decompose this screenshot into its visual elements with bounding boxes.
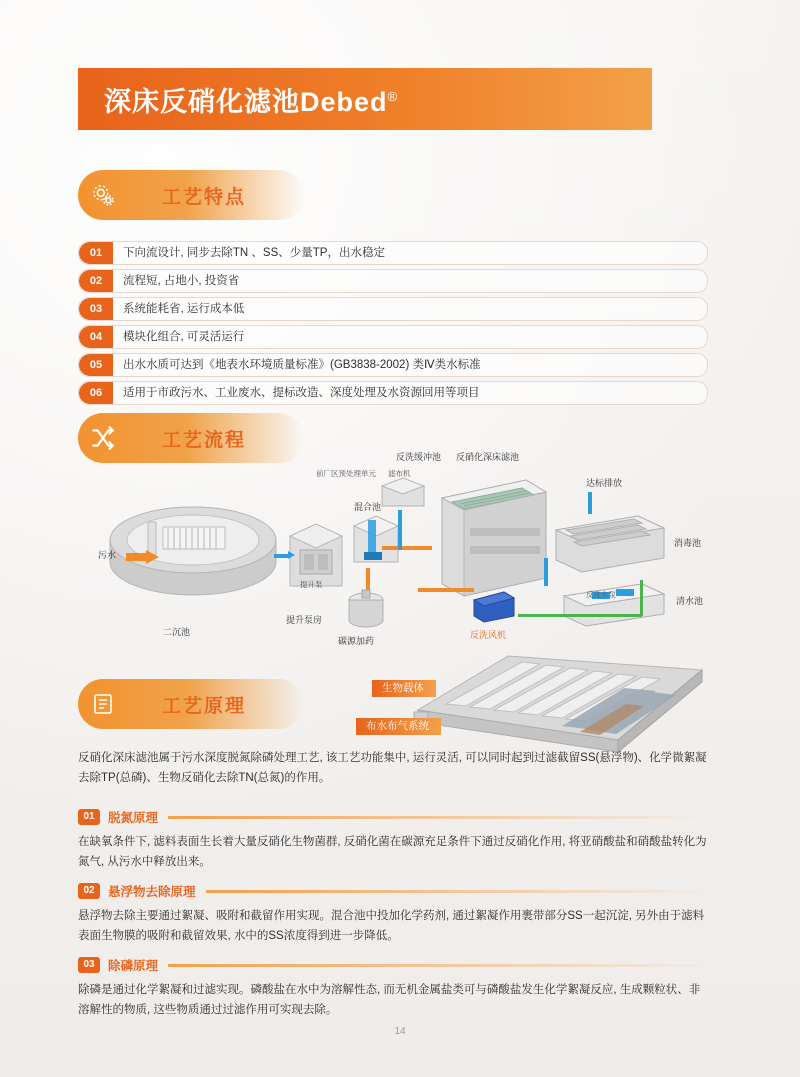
principle-text: 在缺氧条件下, 滤料表面生长着大量反硝化生物菌群, 反硝化菌在碳源充足条件下通过反硝化作用, 将亚硝酸盐和硝酸盐转化为氮气, 从污水中释放出来。 [78, 836, 707, 868]
feature-number: 02 [79, 270, 113, 292]
feature-text: 适用于市政污水、工业废水、提标改造、深度处理及水资源回用等项目 [123, 387, 480, 399]
feature-text: 系统能耗省, 运行成本低 [123, 303, 245, 315]
pipe-air-line [518, 614, 642, 617]
principle-number: 02 [78, 883, 100, 899]
principle-subheading [78, 882, 708, 900]
disinfection-tank-graphic [550, 510, 670, 576]
pipe-vertical [398, 510, 402, 550]
principle-title: 除磷原理 [108, 959, 159, 973]
feature-item [78, 381, 708, 405]
page-title [78, 80, 398, 119]
principle-title: 脱氮原理 [108, 811, 159, 825]
influent-arrow-icon [146, 550, 159, 564]
label-secondary-tank: 二沉池 [163, 627, 191, 637]
feature-item [78, 353, 708, 377]
section-label-principle: 工艺原理 [162, 695, 247, 717]
principle-number: 01 [78, 809, 100, 825]
feature-text: 下向流设计, 同步去除TN 、SS、少量TP，出水稳定 [123, 247, 385, 259]
label-influent: 污水 [98, 550, 117, 560]
clear-water-tank-graphic [558, 578, 670, 628]
feature-item [78, 269, 708, 293]
influent-pipe [126, 553, 148, 561]
principle-subheading [78, 956, 708, 974]
pipe-mix-to-filter [382, 546, 432, 550]
principle-bar [168, 964, 708, 967]
label-carbon-dosing: 碳源加药 [338, 636, 375, 646]
label-filter-unit: 滤布机 [388, 469, 411, 478]
label-backwash-blower: 反洗风机 [470, 630, 507, 640]
section-label-flow: 工艺流程 [162, 429, 247, 451]
pipe-air-riser [640, 580, 643, 616]
principle-number: 03 [78, 957, 100, 973]
backwash-buffer-graphic [378, 476, 432, 510]
tag-air-distribution: 布水布气系统 [356, 718, 441, 735]
feature-number: 04 [79, 326, 113, 348]
principle-text: 悬浮物去除主要通过絮凝、吸附和截留作用实现。混合池中投加化学药剂, 通过絮凝作用裹带部分SS一起沉淀, 另外由于滤料表面生物膜的吸附和截留效果, 水中的SS浓度得到进一步降低。 [78, 910, 705, 942]
label-denitrification-filter: 反硝化深床滤池 [456, 452, 520, 462]
gear-icon [78, 170, 128, 220]
principle-intro: 反硝化深床滤池属于污水深度脱氮除磷处理工艺, 该工艺功能集中, 运行灵活, 可以同时起到过滤截留SS(悬浮物)、化学微絮凝去除TP(总磷)、生物反硝化去除TN(总氮)的作用。 [78, 752, 707, 784]
feature-item [78, 241, 708, 265]
feature-number: 03 [79, 298, 113, 320]
mixing-tank-graphic [350, 512, 404, 570]
feature-list [78, 241, 708, 409]
feature-item [78, 297, 708, 321]
label-disinfection-tank: 消毒池 [674, 538, 702, 548]
label-lift-pump-room: 提升泵房 [286, 615, 323, 625]
process-flow-diagram [78, 448, 708, 663]
label-plant-pre-unit: 前厂区预处理单元 [316, 469, 376, 478]
label-mixing-tank: 混合池 [354, 502, 382, 512]
feature-text: 流程短, 占地小, 投资省 [123, 275, 240, 287]
page-number: 14 [394, 1026, 406, 1037]
principle-text: 除磷是通过化学絮凝和过滤实现。磷酸盐在水中为溶解性态, 而无机金属盐类可与磷酸盐发生化学絮凝反应, 生成颗粒状、非溶解性的物质, 这些物质通过过滤作用可实现去除。 [78, 984, 701, 1016]
feature-item [78, 325, 708, 349]
pipe-blower-feed [418, 588, 474, 592]
label-backwash-buffer-tank: 反洗缓冲池 [396, 452, 442, 462]
label-backwash-pump: 反洗水泵 [586, 590, 616, 599]
book-icon [78, 679, 128, 729]
principle-bar [206, 890, 708, 893]
page-title-bar [78, 68, 652, 130]
registered-mark: ® [387, 88, 399, 104]
carbon-dosing-graphic [344, 588, 388, 636]
label-clear-water-tank: 清水池 [676, 596, 704, 606]
feature-number: 06 [79, 382, 113, 404]
filter-module-graphic [412, 648, 708, 758]
feature-number: 01 [79, 242, 113, 264]
section-header-principle [78, 679, 304, 729]
section-label-features: 工艺特点 [162, 186, 247, 208]
pipe-arrow-icon [288, 551, 295, 559]
label-discharge: 达标排放 [586, 478, 623, 488]
page-title-text: 深床反硝化滤池Debed [104, 86, 388, 117]
pipe-dosing [366, 568, 370, 590]
feature-text: 出水水质可达到《地表水环境质量标准》(GB3838-2002) 类Ⅳ类水标准 [123, 359, 481, 371]
filter-module-illustration [412, 648, 708, 758]
principle-title: 悬浮物去除原理 [108, 885, 196, 899]
backwash-blower-graphic [470, 588, 518, 624]
tag-bio-carrier: 生物载体 [372, 680, 436, 697]
label-lift-pump: 提升泵 [300, 580, 323, 589]
principle-subheading [78, 808, 708, 826]
pipe-filter-to-clear [544, 558, 548, 586]
principle-bar [168, 816, 708, 819]
feature-number: 05 [79, 354, 113, 376]
feature-text: 模块化组合, 可灵活运行 [123, 331, 245, 343]
section-header-features [78, 170, 304, 220]
